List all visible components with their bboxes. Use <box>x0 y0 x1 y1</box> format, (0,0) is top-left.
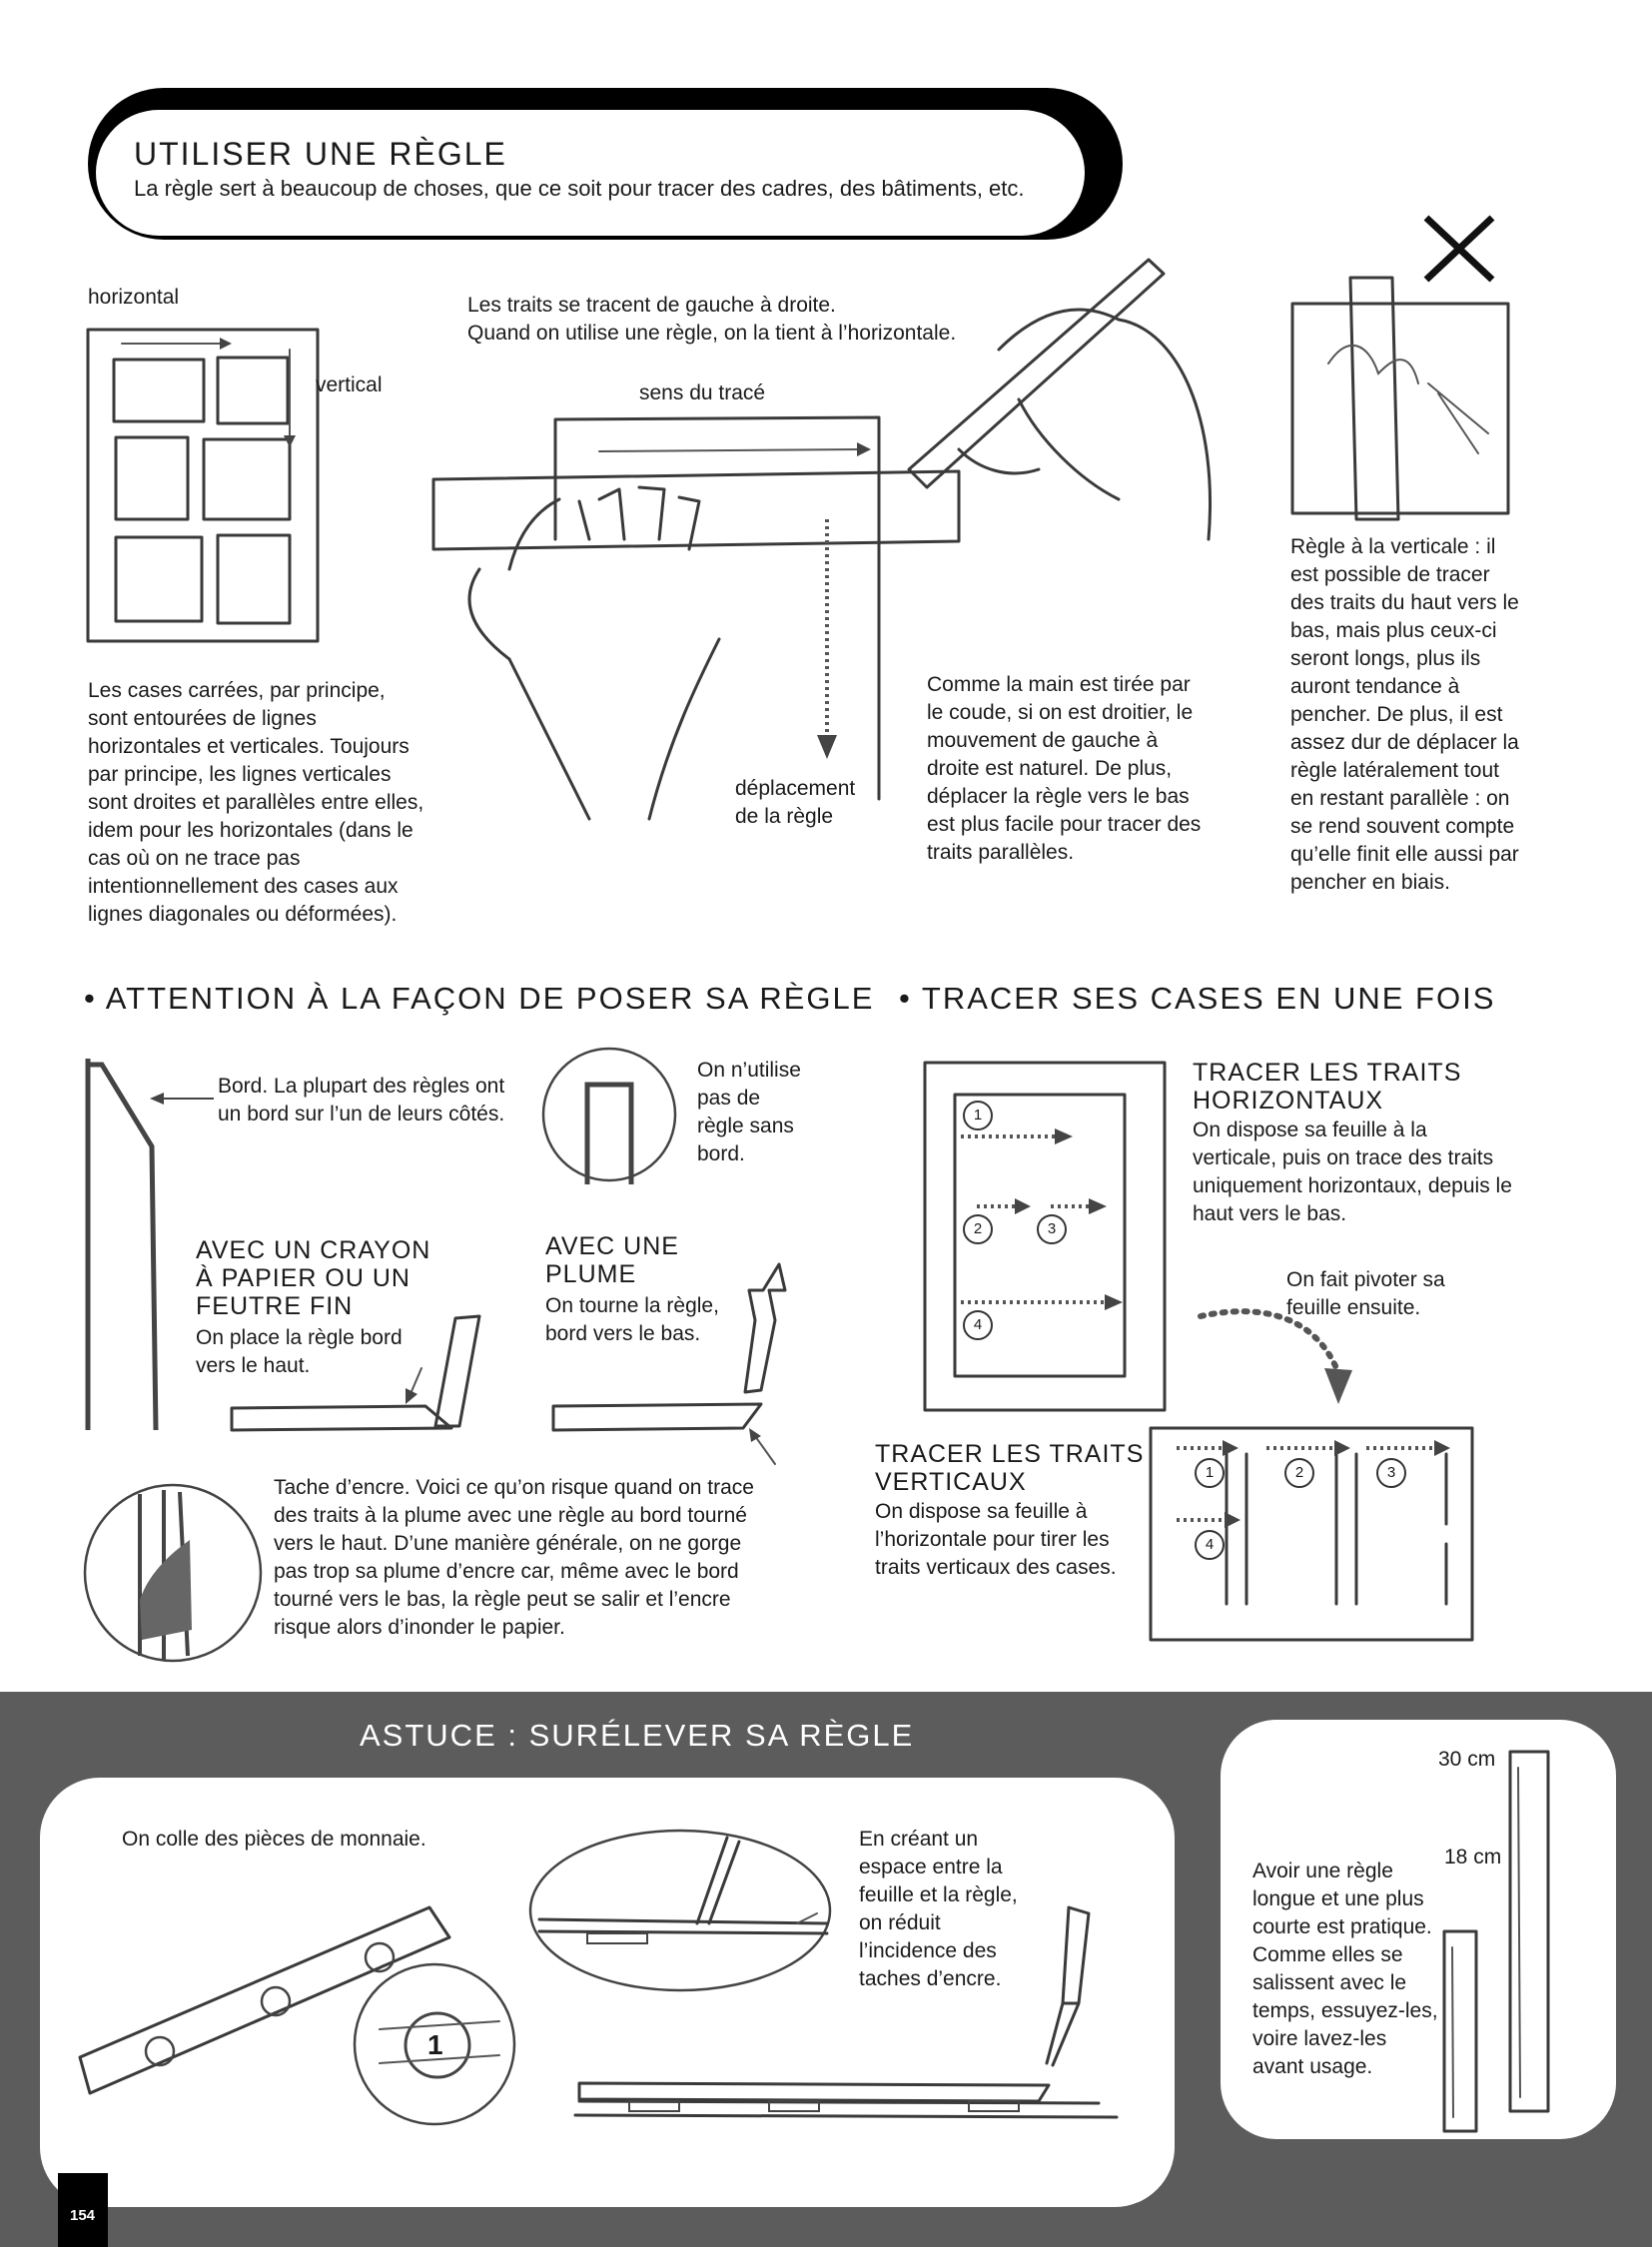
plume-text: On tourne la règle, bord vers le bas. <box>545 1294 719 1345</box>
step-number-2: 2 <box>963 1214 993 1244</box>
vertical-ruler-illustration <box>1288 274 1518 523</box>
ruler-edge-profile <box>80 1055 180 1434</box>
step-number-2b: 2 <box>1284 1458 1314 1488</box>
espace-text: En créant un espace entre la feuille et la règle, on réduit l’incidence des taches d’encre. <box>859 1828 1018 1990</box>
plume-title: AVEC UNE PLUME <box>545 1232 679 1288</box>
verticale-text: Règle à la verticale : il est possible de tracer des traits du haut vers le bas, mais plus ceux-ci seront longs, plus ils auront tendance à pencher. De plus, il est assez dur de déplacer la règle latéralement tout en restant parallèle : on se rend souvent compte qu’elle finit elle aussi par pencher en biais. <box>1290 535 1519 894</box>
traits-text-2: Quand on utilise une règle, on la tient à l’horizontale. <box>467 322 957 345</box>
tracer-heading: • TRACER SES CASES EN UNE FOIS <box>899 981 1496 1016</box>
deplacement-label: déplacement de la règle <box>735 777 856 828</box>
attention-heading: • ATTENTION À LA FAÇON DE POSER SA RÈGLE <box>84 981 875 1016</box>
crayon-title: AVEC UN CRAYON À PAPIER OU UN FEUTRE FIN <box>196 1236 431 1320</box>
sans-bord-text: On n’utilise pas de règle sans bord. <box>697 1059 801 1165</box>
tache-text: Tache d’encre. Voici ce qu’on risque quand on trace des traits à la plume avec une règle au bord tourné vers le haut. D’une manière générale, on ne gorge pas trop sa plume d’encre car, même avec le bord tourné vers le bas, la règle peut se salir et l’encre risque alors d’inonder le papier. <box>274 1476 754 1639</box>
pivot-text: On fait pivoter sa feuille ensuite. <box>1286 1268 1445 1319</box>
step-number-3b: 3 <box>1376 1458 1406 1488</box>
step-number-1: 1 <box>963 1101 993 1130</box>
pencil-ruler-illustration <box>226 1258 485 1438</box>
vert-text: On dispose sa feuille à l’horizontale pour tirer les traits verticaux des cases. <box>875 1500 1117 1579</box>
pivot-arrow <box>1195 1298 1364 1408</box>
label-vertical: vertical <box>316 374 383 396</box>
side-text: Avoir une règle longue et une plus courte est pratique. Comme elles se salissent avec le temps, essuyez-les, voire lavez-les avant usage. <box>1252 1860 1438 2078</box>
page-subtitle: La règle sert à beaucoup de choses, que ce soit pour tracer des cadres, des bâtiments, etc. <box>134 176 1025 201</box>
nib-ruler-illustration <box>549 1260 799 1470</box>
step-number-4b: 4 <box>1195 1530 1225 1560</box>
two-rulers-illustration <box>1438 1748 1558 2137</box>
horiz-text: On dispose sa feuille à la verticale, puis on trace des traits uniquement horizontaux, depuis le haut vers le bas. <box>1193 1119 1512 1225</box>
page-number: 154 <box>70 2207 96 2224</box>
ink-stain-circle-illustration <box>80 1480 266 1666</box>
page-title: UTILISER UNE RÈGLE <box>134 136 507 172</box>
cases-text: Les cases carrées, par principe, sont entourées de lignes horizontales et verticales. Toujours par principe, les lignes verticales sont droites et parallèles entre elles, idem pour les horizontales (dans le cas où on ne trace pas intentionnellement des cases aux lignes diagonales ou déformées). <box>88 679 424 926</box>
astuce-heading: ASTUCE : SURÉLEVER SA RÈGLE <box>360 1718 915 1753</box>
step-number-4: 4 <box>963 1310 993 1340</box>
label-18cm: 18 cm <box>1444 1846 1502 1869</box>
frame-layout-illustration <box>80 320 340 659</box>
traits-text-1: Les traits se tracent de gauche à droite. <box>467 294 836 317</box>
bord-text: Bord. La plupart des règles ont un bord sur l’un de leurs côtés. <box>218 1075 505 1125</box>
coin-value: 1 <box>427 2029 443 2060</box>
coins-text: On colle des pièces de monnaie. <box>122 1828 426 1851</box>
sens-label: sens du tracé <box>639 381 766 404</box>
horiz-title: TRACER LES TRAITS HORIZONTAUX <box>1193 1059 1462 1115</box>
step-number-1b: 1 <box>1195 1458 1225 1488</box>
label-30cm: 30 cm <box>1438 1748 1496 1771</box>
title-bar-inner <box>96 110 1085 236</box>
crayon-text: On place la règle bord vers le haut. <box>196 1326 403 1377</box>
label-horizontal: horizontal <box>88 286 180 309</box>
no-edge-circle-illustration <box>539 1045 679 1184</box>
bord-arrow <box>148 1089 218 1109</box>
horizontal-sheet-illustration <box>1147 1424 1476 1644</box>
raised-ruler-side-illustration <box>569 1903 1129 2123</box>
step-number-3: 3 <box>1037 1214 1067 1244</box>
vert-title: TRACER LES TRAITS VERTICAUX <box>875 1440 1145 1496</box>
main-text: Comme la main est tirée par le coude, si on est droitier, le mouvement de gauche à droite est naturel. De plus, déplacer la règle vers le bas est plus facile pour tracer des traits parallèles. <box>927 673 1202 864</box>
